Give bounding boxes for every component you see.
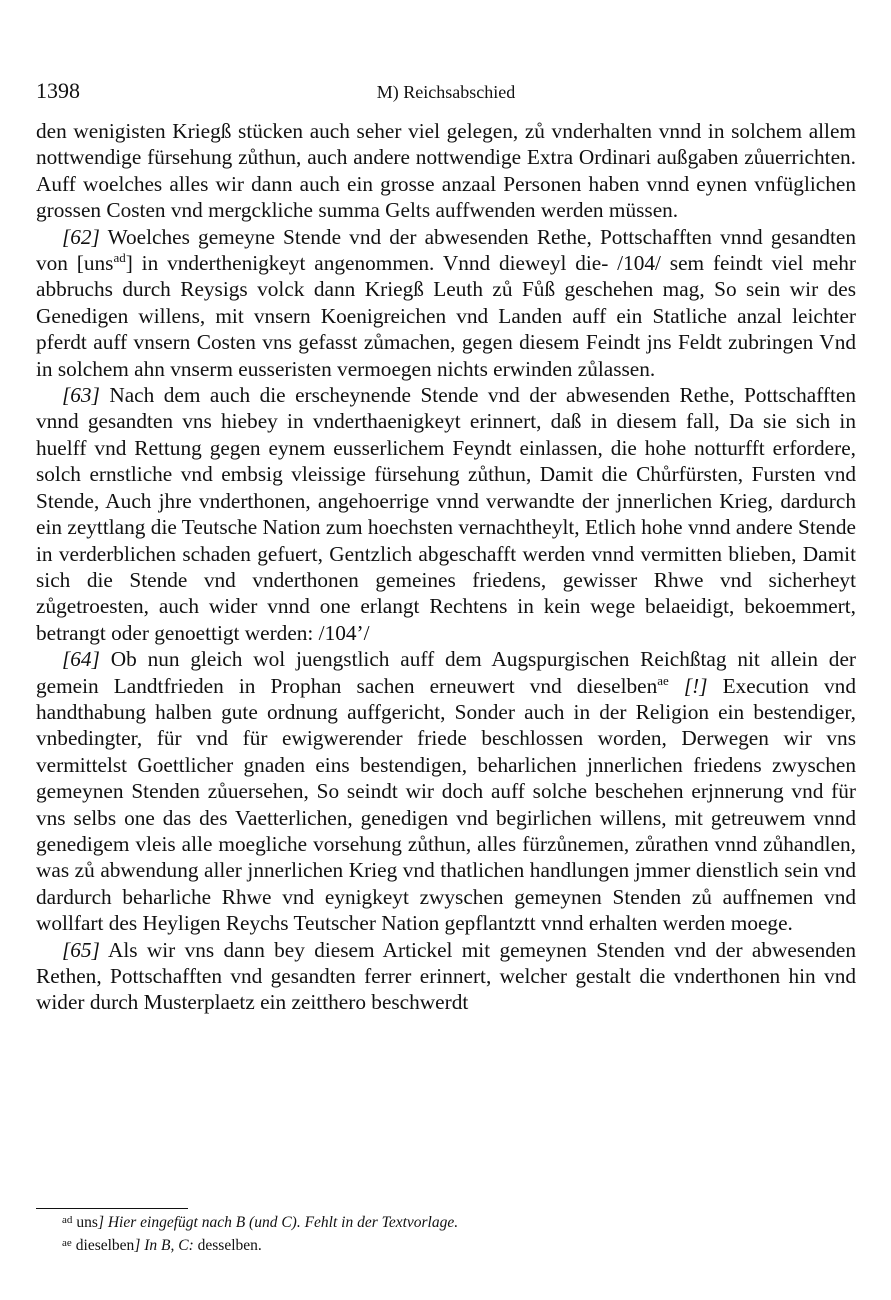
footnote-lemma: uns	[76, 1214, 98, 1231]
paragraph-64	[36, 646, 856, 936]
footnote-divider	[36, 1208, 188, 1209]
paragraph-62	[36, 224, 856, 382]
footnote-ref[interactable]: ad	[113, 250, 126, 266]
page-number: 1398	[36, 78, 80, 103]
footnote-lemma: dieselben	[75, 1237, 135, 1254]
paragraph-marker: [64]	[62, 647, 100, 672]
footnote-mark: ad	[62, 1214, 73, 1226]
footnote-note: Hier eingefügt nach B (und C). Fehlt in der Textvorlage.	[103, 1214, 459, 1231]
footnote-bracket: ]	[97, 1214, 104, 1231]
paragraph-marker: [63]	[62, 383, 100, 408]
footnote-ad	[62, 1212, 852, 1235]
footnote-ae	[62, 1235, 852, 1258]
footnotes	[62, 1212, 852, 1258]
editorial-mark: [!]	[668, 673, 708, 698]
paragraph-text: ] in vnderthenigkeyt angenommen. Vnnd dieweyl die- /104/ sem feindt viel mehr abbruchs durch Reysigs volck dann Kriegß Leuth zů Fůß geschehen mag, So sein wir des Genedigen willens, mit vnsern Koenigreichen vnd Landen auff ein Statliche anzal leichter pferdt auff vnsern Costen vns gefasst zůmachen, gegen diesem Feindt jns Feldt zubringen Vnd in solchem ahn vnserm eusseristen vermoegen nichts erwinden zůlassen.	[36, 251, 856, 381]
paragraph-text: Als wir vns dann bey diesem Artickel mit gemeynen Stenden vnd der abwesenden Rethen, Pottschafften vnd gesandten ferrer erinnert, welcher gestalt die vnderthonen hin vnd wider durch Musterplaetz ein zeitthero beschwerdt	[36, 937, 856, 1015]
paragraph-marker: [65]	[62, 937, 100, 962]
paragraph-text: Execution vnd handthabung halben gute ordnung auffgericht, Sonder auch in der Religion ein bestendiger, vnbedingter, für vnd für ewigwerender friede beschlossen worden, Derwegen wir vns vermittelst Goettlicher gnaden eins bestendigen, beharlichen jnnerlichen friedens zwyschen gemeynen Stenden zůuersehen, So seindt wir doch auff solche beschehen erjnnerung vnd für vns selbs one das des Vaetterlichen, genedigen vnd begirlichen willens, mit getreuwem vnnd genedigem vleis alle moegliche vorsehung zůthun, alles fürzůnemen, zůrathen vnnd zůhandlen, was zů abwendung aller jnnerlichen Krieg vnd thatlichen handlungen jmmer dienstlich sein vnd dardurch beharliche Rhwe vnd eynigkeyt zwyschen gemeynen Stenden zů auffnemen vnd wollfart des Heyligen Reychs Teutscher Nation gepflantztt vnnd erhalten werden moege.	[36, 673, 856, 936]
paragraph-65	[36, 937, 856, 1016]
paragraph-marker: [62]	[62, 224, 100, 249]
paragraph-text: Ob nun gleich wol juengstlich auff dem Augspurgischen Reichßtag nit allein der gemein Landtfrieden in Prophan sachen erneuwert vnd dieselben	[36, 647, 856, 698]
paragraph-63	[36, 382, 856, 646]
main-text	[36, 118, 856, 1016]
running-title: M) Reichsabschied	[376, 82, 516, 102]
footnote-bracket: ]	[134, 1237, 141, 1254]
paragraph-continuation	[36, 118, 856, 224]
footnote-note: desselben.	[193, 1237, 262, 1254]
page-header	[36, 78, 856, 108]
paragraph-text: Nach dem auch die erscheynende Stende vnd der abwesenden Rethe, Pottschafften vnnd gesandten vns hiebey in vnderthaenigkeyt erinnert, daß in diesem fall, Da sie sich in huelff vnd Rettung gegen eynem eusserlichem Feyndt einlassen, die hohe notturfft erfordere, solch ernstliche vnd embsig vleissige fürsehung zůthun, Damit die Chůrfürsten, Fursten vnd Stende, Auch jhre vnderthonen, angehoerrige vnnd verwandte der jnnerlichen Krieg, dardurch ein zeyttlang die Teutsche Nation zum hoechsten vernachtheylt, Etlich hohe vnnd andere Stende in verderblichen schaden gefuert, Gentzlich abgeschafft werden vnnd vermitten blieben, Damit sich die Stende vnd vnderthonen gemeines friedens, gewisser Rhwe vnd sicherheyt zůgetroesten, auch wider vnnd one erlangt Rechtens in kein wege belaeidigt, bekoemmert, betrangt oder genoettigt werden: /104’/	[36, 383, 856, 645]
footnote-ref[interactable]: ae	[657, 672, 669, 688]
footnote-note-italic: In B, C:	[140, 1237, 194, 1254]
paragraph-text: den wenigisten Kriegß stücken auch seher viel gelegen, zů vnderhalten vnnd in solchem allem nottwendige fürsehung zůthun, auch andere nottwendige Extra Ordinari außgaben zůuerrichten. Auff woelches alles wir dann auch ein grosse anzaal Personen haben vnnd eynen vnfüglichen grossen Costen vnd mergckliche summa Gelts auffwenden werden müssen.	[36, 119, 856, 223]
paragraph-text: Woelches gemeyne Stende vnd der abwesenden Rethe, Pottschafften vnnd gesandten von [uns	[36, 224, 856, 276]
footnote-mark: ae	[62, 1237, 72, 1249]
